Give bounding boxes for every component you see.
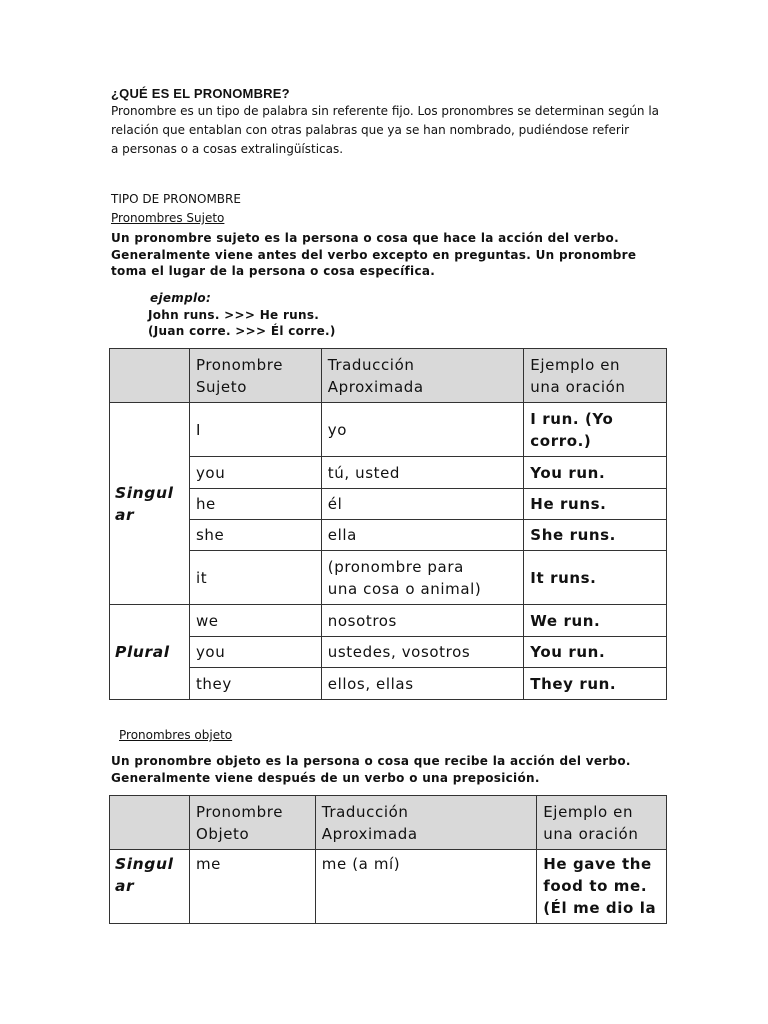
table-header-row [110,796,667,850]
example-cell: They run. [524,668,667,700]
example-cell [537,850,667,924]
table-row [110,520,667,551]
example-text: He gave the [543,855,652,873]
table-row [110,668,667,700]
table-header-row [110,349,667,403]
subject-pronoun-table [109,348,667,700]
example-label: ejemplo: [150,291,212,305]
sujeto-description [111,230,636,280]
header-cell [537,796,667,850]
header-text: Pronombre [195,802,284,821]
table-row [110,637,667,668]
intro-line: Pronombre es un tipo de palabra sin referente fijo. Los pronombres se determinan según la [111,104,660,118]
group-text: Singul [115,855,174,873]
example-text: (Él me dio la [543,899,657,917]
translation-cell: ella [321,520,524,551]
sujeto-desc-line: toma el lugar de la persona o cosa específica. [111,264,436,278]
example-line-2: (Juan corre. >>> Él corre.) [148,324,336,338]
translation-cell: me (a mí) [315,850,536,924]
objeto-description [111,753,631,786]
intro-paragraph [111,102,659,159]
example-cell: She runs. [524,520,667,551]
objeto-desc-line: Generalmente viene después de un verbo o una preposición. [111,770,540,785]
header-cell [189,796,315,850]
translation-text: (pronombre para [327,557,464,576]
group-text: Singul [115,483,174,502]
translation-cell: él [321,489,524,520]
header-text: Pronombre [195,355,284,374]
group-text: ar [115,877,135,895]
objeto-desc-line: Un pronombre objeto es la persona o cosa que recibe la acción del verbo. [111,754,631,768]
pronoun-cell: we [189,605,321,637]
object-pronoun-table [109,795,667,924]
header-text: Ejemplo en [543,802,634,821]
translation-text: una cosa o animal) [327,579,482,598]
header-empty-cell [110,349,190,403]
header-cell [321,349,524,403]
table-row [110,605,667,637]
header-text: Aproximada [321,824,418,843]
table-row [110,457,667,489]
pronoun-cell: you [189,457,321,489]
sujeto-desc-line: Generalmente viene antes del verbo excepto en preguntas. Un pronombre [111,247,637,262]
group-text: ar [115,505,135,524]
translation-cell: nosotros [321,605,524,637]
example-block [148,290,336,340]
example-text: corro.) [530,431,592,450]
group-label-plural: Plural [110,605,190,700]
translation-cell [321,551,524,605]
table-row [110,850,667,924]
example-cell: We run. [524,605,667,637]
header-cell [315,796,536,850]
example-cell [524,403,667,457]
pronoun-cell: I [189,403,321,457]
pronoun-cell: it [189,551,321,605]
pronoun-cell: me [189,850,315,924]
translation-cell: ustedes, vosotros [321,637,524,668]
header-text: una oración [530,377,626,396]
page-heading: ¿QUÉ ES EL PRONOMBRE? [111,86,290,101]
sujeto-desc-line: Un pronombre sujeto es la persona o cosa que hace la acción del verbo. [111,231,619,245]
translation-cell: ellos, ellas [321,668,524,700]
header-text: Objeto [195,824,250,843]
example-text: food to me. [543,877,648,895]
pronoun-cell: she [189,520,321,551]
header-text: una oración [543,824,639,843]
example-line-1: John runs. >>> He runs. [148,307,320,322]
group-label-singular [110,850,190,924]
header-text: Ejemplo en [530,355,621,374]
header-text: Traducción [321,802,409,821]
example-cell: It runs. [524,551,667,605]
objeto-heading: Pronombres objeto [119,728,233,742]
table-row [110,551,667,605]
header-cell [524,349,667,403]
header-text: Sujeto [195,377,248,396]
sujeto-heading: Pronombres Sujeto [111,211,225,225]
example-cell: You run. [524,637,667,668]
header-text: Aproximada [327,377,424,396]
pronoun-cell: they [189,668,321,700]
header-cell [189,349,321,403]
group-label-singular [110,403,190,605]
intro-line: a personas o a cosas extralingüísticas. [111,142,344,156]
example-text: I run. (Yo [530,409,614,428]
example-cell: You run. [524,457,667,489]
pronoun-cell: he [189,489,321,520]
translation-cell: tú, usted [321,457,524,489]
translation-cell: yo [321,403,524,457]
table-row [110,489,667,520]
pronoun-cell: you [189,637,321,668]
header-text: Traducción [327,355,415,374]
intro-line: relación que entablan con otras palabras que ya se han nombrado, pudiéndose referir [111,123,630,137]
header-empty-cell [110,796,190,850]
table-row [110,403,667,457]
tipo-heading: TIPO DE PRONOMBRE [111,192,241,206]
example-cell: He runs. [524,489,667,520]
